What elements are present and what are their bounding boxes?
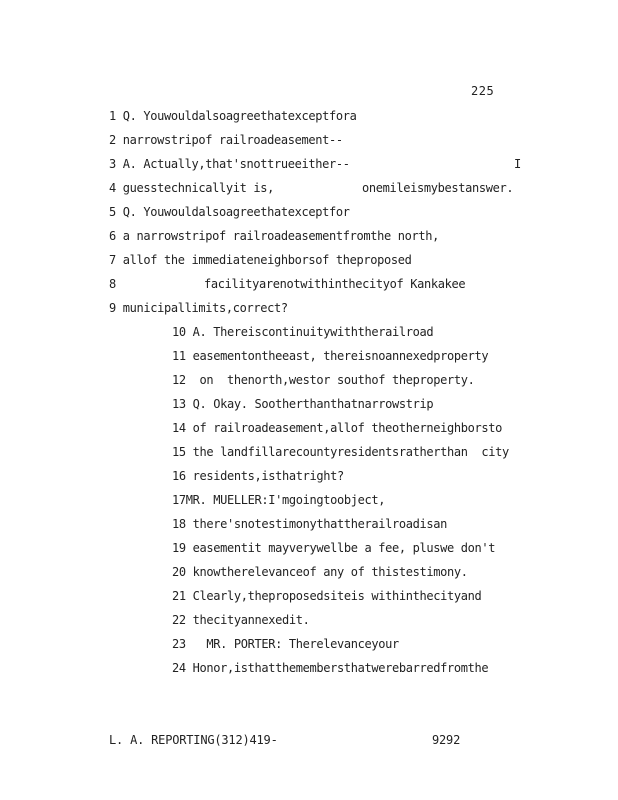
footer-phone-suffix: 9292 bbox=[432, 733, 461, 747]
transcript-line-12: 12 on thenorth,westor southof theproperty. bbox=[172, 373, 475, 387]
transcript-line-1: 1 Q. Youwouldalsoagreethatexceptfora bbox=[109, 109, 357, 123]
transcript-line-21: 21 Clearly,theproposedsiteis withinthecityand bbox=[172, 589, 482, 603]
transcript-line-8-number: 8 bbox=[109, 277, 116, 291]
transcript-line-24: 24 Honor,isthatthemembersthatwerebarredfromthe bbox=[172, 661, 489, 675]
transcript-line-18: 18 there'snotestimonythattherailroadisan bbox=[172, 517, 447, 531]
transcript-line-15: 15 the landfillarecountyresidentsratherthan city bbox=[172, 445, 509, 459]
transcript-line-10: 10 A. Thereiscontinuitywiththerailroad bbox=[172, 325, 434, 339]
footer-reporter: L. A. REPORTING(312)419- bbox=[109, 733, 278, 747]
transcript-line-7: 7 allof the immediateneighborsof theproposed bbox=[109, 253, 412, 267]
transcript-line-5: 5 Q. Youwouldalsoagreethatexceptfor bbox=[109, 205, 350, 219]
transcript-line-19: 19 easementit mayverywellbe a fee, pluswe don't bbox=[172, 541, 496, 555]
transcript-line-4: 4 guesstechnicallyit is, bbox=[109, 181, 274, 195]
transcript-line-4-continuation: onemileismybestanswer. bbox=[362, 181, 514, 195]
transcript-line-20: 20 knowtherelevanceof any of thistestimony. bbox=[172, 565, 468, 579]
transcript-line-22: 22 thecityannexedit. bbox=[172, 613, 310, 627]
transcript-line-2: 2 narrowstripof railroadeasement-- bbox=[109, 133, 343, 147]
transcript-line-17: 17MR. MUELLER:I'mgoingtoobject, bbox=[172, 493, 386, 507]
transcript-line-11: 11 easementontheeast, thereisnoannexedproperty bbox=[172, 349, 489, 363]
transcript-line-23: 23 MR. PORTER: Therelevanceyour bbox=[172, 637, 399, 651]
transcript-line-13: 13 Q. Okay. Sootherthanthatnarrowstrip bbox=[172, 397, 434, 411]
transcript-line-6: 6 a narrowstripof railroadeasementfromthe north, bbox=[109, 229, 439, 243]
transcript-line-9: 9 municipallimits,correct? bbox=[109, 301, 288, 315]
page-number: 225 bbox=[471, 84, 495, 98]
transcript-line-3-continuation: I bbox=[514, 157, 521, 171]
transcript-line-3: 3 A. Actually,that'snottrueeither-- bbox=[109, 157, 350, 171]
transcript-line-14: 14 of railroadeasement,allof theotherneighborsto bbox=[172, 421, 502, 435]
transcript-line-8-text: facilityarenotwithinthecityof Kankakee bbox=[204, 277, 466, 291]
transcript-line-16: 16 residents,isthatright? bbox=[172, 469, 344, 483]
